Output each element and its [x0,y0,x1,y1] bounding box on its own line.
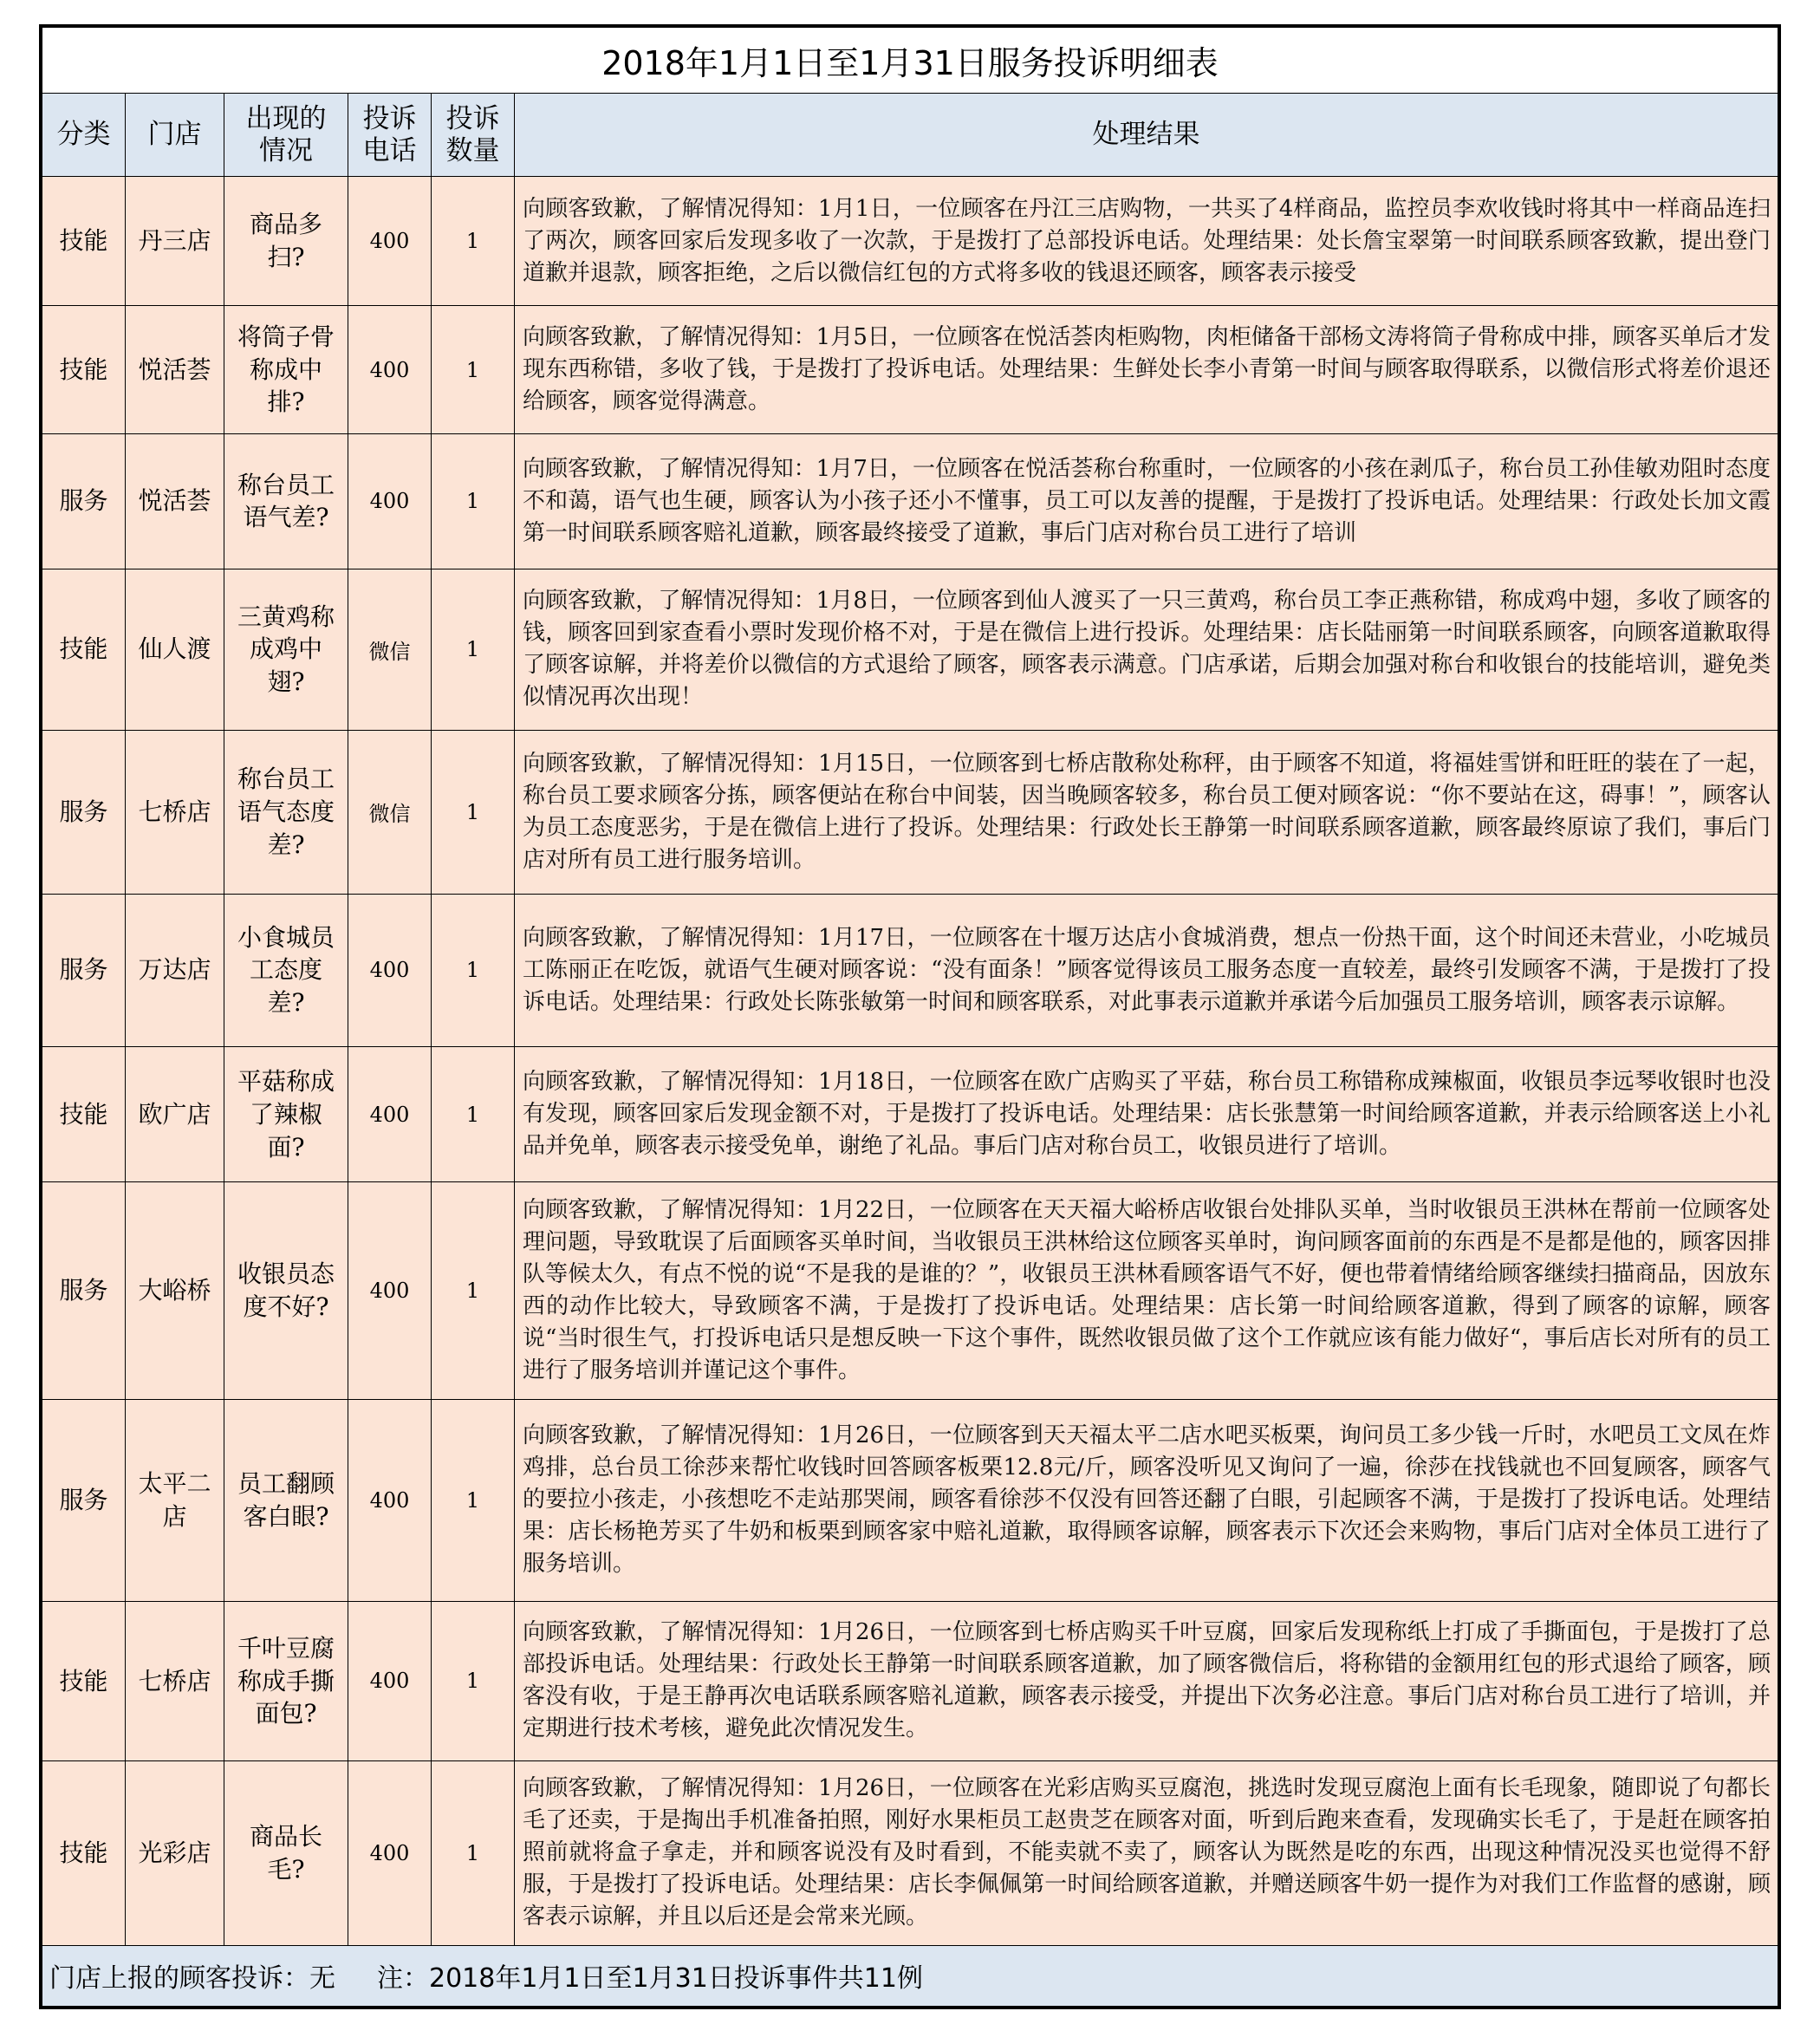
cell-result [515,1047,1778,1182]
cell-situation: 称台员工语气差? [224,434,348,569]
cell-store: 七桥店 [126,731,224,894]
cell-situation: 商品长毛? [224,1761,348,1946]
table-title: 2018年1月1日至1月31日服务投诉明细表 [42,28,1778,94]
cell-store: 太平二店 [126,1400,224,1602]
cell-situation: 三黄鸡称成鸡中翅? [224,569,348,730]
cell-count: 1 [432,1400,515,1602]
complaint-table [42,27,1778,2007]
cell-channel: 微信 [348,731,432,894]
cell-situation: 员工翻顾客白眼? [224,1400,348,1602]
cell-count: 1 [432,434,515,569]
cell-result [515,1182,1778,1400]
header-count: 投诉 数量 [432,94,515,177]
cell-store: 悦活荟 [126,434,224,569]
table-row [42,434,1778,569]
cell-category: 技能 [42,305,126,433]
cell-store: 光彩店 [126,1761,224,1946]
header-channel: 投诉 电话 [348,94,432,177]
cell-result [515,894,1778,1046]
cell-result-text: 向顾客致歉，了解情况得知：1月26日，一位顾客到天天福太平二店水吧买板栗，询问员工多少钱一斤时，水吧员工文凤在炸鸡排，总台员工徐莎来帮忙收钱时回答顾客板栗12.8元/斤，顾客没听见又询问了一遍，徐莎在找钱就也不回复顾客，顾客气的要拉小孩走，小孩想吃不走站那哭闹，顾客看徐莎不仅没有回答还翻了白眼，引起顾客不满，于是拨打了投诉电话。处理结果：店长杨艳芳买了牛奶和板栗到顾客家中赔礼道歉，取得顾客谅解，顾客表示下次还会来购物，事后门店对全体员工进行了服务培训。 [523,1422,1771,1578]
cell-situation: 收银员态度不好? [224,1182,348,1400]
cell-result-text: 向顾客致歉，了解情况得知：1月15日，一位顾客到七桥店散称处称秤，由于顾客不知道，将福娃雪饼和旺旺的装在了一起，称台员工要求顾客分拣，顾客便站在称台中间装，因当晚顾客较多，称台员工便对顾客说：“你不要站在这，碍事！”，顾客认为员工态度恶劣，于是在微信上进行了投诉。处理结果：行政处长王静第一时间联系顾客道歉，顾客最终原谅了我们，事后门店对所有员工进行服务培训。 [523,750,1771,873]
header-category: 分类 [42,94,126,177]
header-store: 门店 [126,94,224,177]
cell-channel: 400 [348,305,432,433]
cell-count: 1 [432,731,515,894]
cell-category: 服务 [42,1400,126,1602]
cell-result [515,177,1778,305]
cell-count: 1 [432,177,515,305]
cell-result-text: 向顾客致歉，了解情况得知：1月7日，一位顾客在悦活荟称台称重时，一位顾客的小孩在剥瓜子，称台员工孙佳敏劝阻时态度不和蔼，语气也生硬，顾客认为小孩子还小不懂事，员工可以友善的提醒，于是拨打了投诉电话。处理结果：行政处长加文霞第一时间联系顾客赔礼道歉，顾客最终接受了道歉，事后门店对称台员工进行了培训 [523,455,1771,546]
table-row [42,1761,1778,1946]
cell-situation: 小食城员工态度差? [224,894,348,1046]
cell-channel: 400 [348,1182,432,1400]
cell-situation: 平菇称成了辣椒面? [224,1047,348,1182]
cell-count: 1 [432,305,515,433]
cell-situation: 商品多扫? [224,177,348,305]
footer-cell [42,1945,1778,2006]
cell-channel: 400 [348,434,432,569]
cell-result-text: 向顾客致歉，了解情况得知：1月26日，一位顾客在光彩店购买豆腐泡，挑选时发现豆腐泡上面有长毛现象，随即说了句都长毛了还卖，于是掏出手机准备拍照，刚好水果柜员工赵贵芝在顾客对面，听到后跑来查看，发现确实长毛了，于是赶在顾客拍照前就将盒子拿走，并和顾客说没有及时看到，不能卖就不卖了，顾客认为既然是吃的东西，出现这种情况没买也觉得不舒服，于是拨打了投诉电话。处理结果：店长李佩佩第一时间给顾客道歉，并赠送顾客牛奶一提作为对我们工作监督的感谢，顾客表示谅解，并且以后还是会常来光顾。 [523,1775,1771,1930]
header-situation: 出现的 情况 [224,94,348,177]
cell-count: 1 [432,894,515,1046]
header-row [42,94,1778,177]
table-row [42,569,1778,730]
cell-result [515,1400,1778,1602]
table-row [42,305,1778,433]
cell-category: 服务 [42,731,126,894]
cell-count: 1 [432,1761,515,1946]
cell-store: 仙人渡 [126,569,224,730]
cell-result-text: 向顾客致歉，了解情况得知：1月17日，一位顾客在十堰万达店小食城消费，想点一份热干面，这个时间还未营业，小吃城员工陈丽正在吃饭，就语气生硬对顾客说：“没有面条！”顾客觉得该员工服务态度一直较差，最终引发顾客不满，于是拨打了投诉电话。处理结果：行政处长陈张敏第一时间和顾客联系，对此事表示道歉并承诺今后加强员工服务培训，顾客表示谅解。 [523,924,1771,1015]
cell-count: 1 [432,569,515,730]
cell-channel: 400 [348,1047,432,1182]
cell-category: 技能 [42,1047,126,1182]
cell-store: 欧广店 [126,1047,224,1182]
table-row [42,1182,1778,1400]
cell-category: 服务 [42,1182,126,1400]
cell-store: 七桥店 [126,1601,224,1760]
cell-result-text: 向顾客致歉，了解情况得知：1月22日，一位顾客在天天福大峪桥店收银台处排队买单，当时收银员王洪林在帮前一位顾客处理问题，导致耽误了后面顾客买单时间，当收银员王洪林给这位顾客买单时，询问顾客面前的东西是不是都是他的，顾客因排队等候太久，有点不悦的说“不是我的是谁的？”，收银员王洪林看顾客语气不好，便也带着情绪给顾客继续扫描商品，因放东西的动作比较大，导致顾客不满，于是拨打了投诉电话。处理结果：店长第一时间给顾客道歉，得到了顾客的谅解，顾客说“当时很生气，打投诉电话只是想反映一下这个事件，既然收银员做了这个工作就应该有能力做好“，事后店长对所有的员工进行了服务培训并谨记这个事件。 [523,1197,1771,1384]
cell-result-text: 向顾客致歉，了解情况得知：1月5日，一位顾客在悦活荟肉柜购物，肉柜储备干部杨文涛将筒子骨称成中排，顾客买单后才发现东西称错，多收了钱，于是拨打了投诉电话。处理结果：生鲜处长李小青第一时间与顾客取得联系，以微信形式将差价退还给顾客，顾客觉得满意。 [523,324,1771,414]
cell-channel: 微信 [348,569,432,730]
cell-result-text: 向顾客致歉，了解情况得知：1月1日，一位顾客在丹江三店购物，一共买了4样商品，监控员李欢收钱时将其中一样商品连扫了两次，顾客回家后发现多收了一次款，于是拨打了总部投诉电话。处理结果：处长詹宝翠第一时间联系顾客致歉，提出登门道歉并退款，顾客拒绝，之后以微信红包的方式将多收的钱退还顾客，顾客表示接受 [523,195,1771,286]
footer-row [42,1945,1778,2006]
footer-store-report: 门店上报的顾客投诉：无 [49,1963,335,1995]
table-row [42,1400,1778,1602]
table-row [42,1601,1778,1760]
cell-result-text: 向顾客致歉，了解情况得知：1月18日，一位顾客在欧广店购买了平菇，称台员工称错称成辣椒面，收银员李远琴收银时也没有发现，顾客回家后发现金额不对，于是拨打了投诉电话。处理结果：店长张慧第一时间给顾客道歉，并表示给顾客送上小礼品并免单，顾客表示接受免单，谢绝了礼品。事后门店对称台员工，收银员进行了培训。 [523,1069,1771,1160]
cell-channel: 400 [348,1601,432,1760]
cell-situation: 千叶豆腐称成手撕面包? [224,1601,348,1760]
cell-count: 1 [432,1182,515,1400]
cell-channel: 400 [348,1761,432,1946]
cell-category: 服务 [42,434,126,569]
footer-note: 注：2018年1月1日至1月31日投诉事件共11例 [377,1963,923,1995]
cell-category: 服务 [42,894,126,1046]
cell-category: 技能 [42,569,126,730]
table-row [42,1047,1778,1182]
cell-situation: 称台员工语气态度差? [224,731,348,894]
cell-count: 1 [432,1047,515,1182]
cell-category: 技能 [42,1601,126,1760]
cell-result [515,731,1778,894]
cell-result [515,1601,1778,1760]
cell-situation: 将筒子骨称成中排? [224,305,348,433]
cell-channel: 400 [348,1400,432,1602]
cell-channel: 400 [348,177,432,305]
header-result: 处理结果 [515,94,1778,177]
cell-channel: 400 [348,894,432,1046]
cell-category: 技能 [42,177,126,305]
table-row [42,894,1778,1046]
cell-store: 悦活荟 [126,305,224,433]
cell-result [515,434,1778,569]
cell-result [515,569,1778,730]
complaint-sheet [39,24,1781,2009]
cell-store: 万达店 [126,894,224,1046]
cell-result-text: 向顾客致歉，了解情况得知：1月8日，一位顾客到仙人渡买了一只三黄鸡，称台员工李正燕称错，称成鸡中翅，多收了顾客的钱，顾客回到家查看小票时发现价格不对，于是在微信上进行投诉。处理结果：店长陆丽第一时间联系顾客，向顾客道歉取得了顾客谅解，并将差价以微信的方式退给了顾客，顾客表示满意。门店承诺，后期会加强对称台和收银台的技能培训，避免类似情况再次出现！ [523,588,1771,711]
cell-result [515,1761,1778,1946]
cell-store: 丹三店 [126,177,224,305]
cell-result [515,305,1778,433]
table-row [42,177,1778,305]
cell-count: 1 [432,1601,515,1760]
cell-category: 技能 [42,1761,126,1946]
cell-store: 大峪桥 [126,1182,224,1400]
table-row [42,731,1778,894]
cell-result-text: 向顾客致歉，了解情况得知：1月26日，一位顾客到七桥店购买千叶豆腐，回家后发现称纸上打成了手撕面包，于是拨打了总部投诉电话。处理结果：行政处长王静第一时间联系顾客道歉，加了顾客微信后，将称错的金额用红包的形式退给了顾客，顾客没有收，于是王静再次电话联系顾客赔礼道歉，顾客表示接受，并提出下次务必注意。事后门店对称台员工进行了培训，并定期进行技术考核，避免此次情况发生。 [523,1619,1771,1742]
